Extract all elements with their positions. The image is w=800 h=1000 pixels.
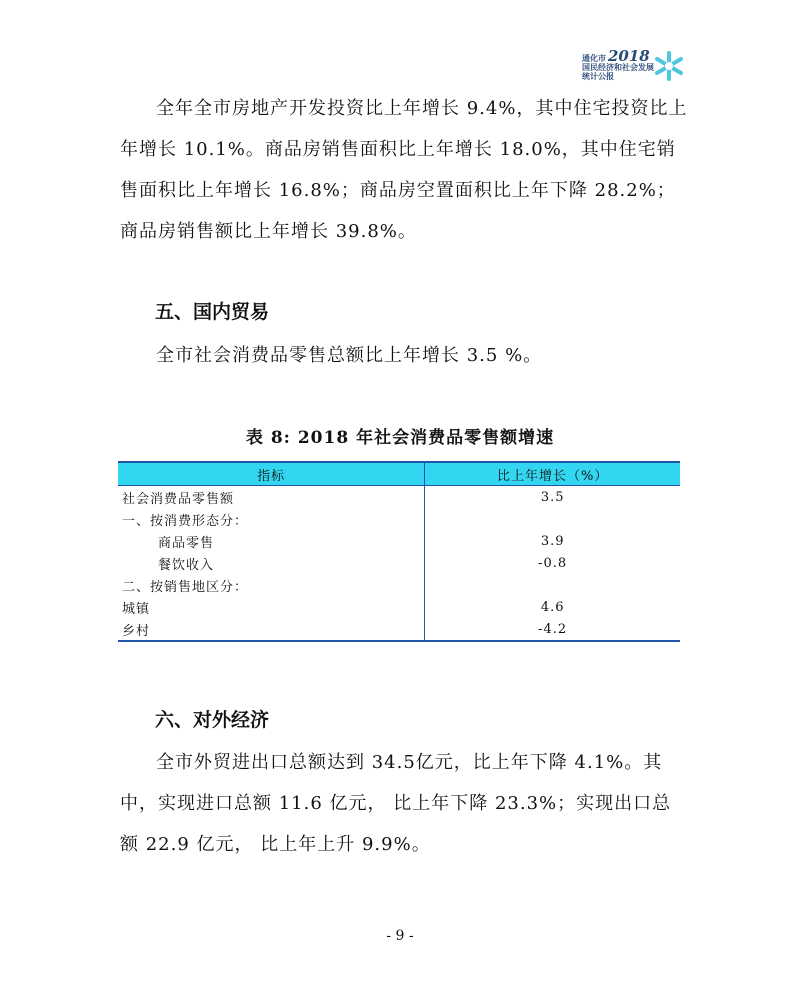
retail-growth-table xyxy=(118,461,680,642)
table-header-row xyxy=(118,462,680,486)
page-number: - 9 - xyxy=(386,928,414,944)
table-row xyxy=(118,508,680,530)
table-title: 表 8: 2018 年社会消费品零售额增速 xyxy=(245,428,555,448)
header-line3: 统计公报 xyxy=(582,71,614,81)
row-label: 二、按销售地区分： xyxy=(118,574,425,596)
row-value: 4.6 xyxy=(540,599,565,615)
row-label: 餐饮收入 xyxy=(118,552,425,574)
row-label: 一、按消费形态分： xyxy=(118,508,425,530)
row-label: 乡村 xyxy=(118,618,425,641)
section-heading-domestic-trade: 五、国内贸易 xyxy=(155,301,270,323)
paragraph-foreign-trade: 全市外贸进出口总额达到 34.5亿元，比上年下降 4.1%。其中，实现进口总额 11.6 亿元， 比上年下降 23.3%；实现出口总额 22.9 亿元， 比上年上升 9.9%。 xyxy=(120,752,672,855)
paragraph-retail: 全市社会消费品零售总额比上年增长 3.5 %。 xyxy=(156,345,543,366)
row-value: -4.2 xyxy=(425,618,680,641)
table-header-growth: 比上年增长（%） xyxy=(425,462,680,486)
table-header-indicator: 指标 xyxy=(118,462,425,486)
row-value xyxy=(425,508,680,530)
table-row xyxy=(118,530,680,552)
paragraph-real-estate: 全年全市房地产开发投资比上年增长 9.4%，其中住宅投资比上年增长 10.1%。商品房销售面积比上年增长 18.0%，其中住宅销售面积比上年增长 16.8%；商品房空置面积比上年下降 28.2%；商品房销售额比上年增长 39.8%。 xyxy=(120,98,688,242)
table-row xyxy=(118,618,680,641)
table-row xyxy=(118,552,680,574)
row-label: 城镇 xyxy=(118,596,425,618)
row-value: 3.9 xyxy=(540,533,565,549)
table-row xyxy=(118,486,680,509)
section-heading-foreign-economy: 六、对外经济 xyxy=(155,709,270,731)
row-label: 社会消费品零售额 xyxy=(118,486,425,509)
row-value: -0.8 xyxy=(538,555,568,571)
table-row xyxy=(118,596,680,618)
header-line2: 国民经济和社会发展 xyxy=(582,62,654,72)
header-report-title xyxy=(582,54,654,81)
row-value: 3.5 xyxy=(540,489,565,505)
header-year: 2018 xyxy=(608,47,650,65)
snowflake-icon xyxy=(654,51,684,81)
row-value xyxy=(425,574,680,596)
table-row xyxy=(118,574,680,596)
header-line1: 通化市 xyxy=(582,53,606,63)
row-label: 商品零售 xyxy=(118,530,425,552)
